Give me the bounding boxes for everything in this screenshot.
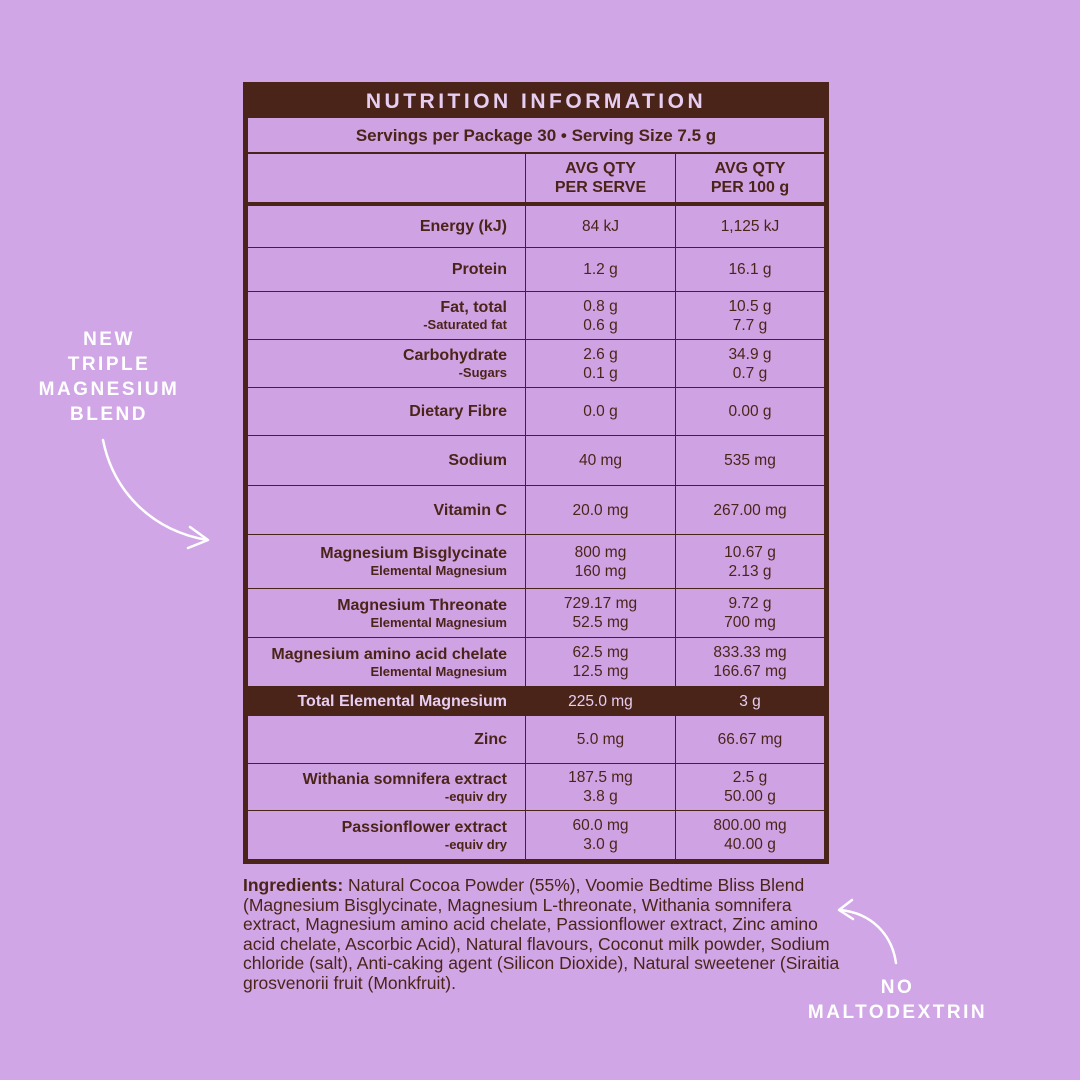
header-per-100g-line-1: AVG QTY [714, 160, 786, 177]
callout-right-line-1: NO [880, 977, 915, 998]
nutrient-subname: Elemental Magnesium [370, 563, 507, 578]
table-row [248, 248, 824, 292]
nutrient-name: Passionflower extract [341, 818, 507, 836]
table-row [248, 716, 824, 764]
nutrient-name-cell [248, 687, 526, 716]
table-row [248, 486, 824, 535]
per-100g-value: 10.67 g [724, 543, 776, 561]
per-100g-value: 267.00 mg [713, 501, 787, 519]
per-100g-value: 16.1 g [728, 261, 772, 278]
callout-left-line-4: BLEND [70, 404, 148, 425]
callout-left-line-2: TRIPLE [67, 354, 151, 375]
table-row [248, 811, 824, 860]
nutrient-subname: Elemental Magnesium [370, 614, 507, 630]
ingredients-list: Natural Cocoa Powder (55%), Voomie Bedtime Bliss Blend (Magnesium Bisglycinate, Magnesium L-threonate, Withania somnifera extract, Magnesium amino acid chelate, Passionflower extract, Zinc amino acid chelate, Ascorbic Acid), Natural flavours, Coconut milk powder, Sodium chloride (salt), Anti-caking agent (Silicon Dioxide), Natural sweetener (Siraitia grosvenorii fruit (Monkfruit). [243, 875, 840, 993]
nutrient-subname: -equiv dry [444, 788, 507, 804]
nutrient-name: Energy (kJ) [419, 218, 507, 235]
per-serve-value: 12.5 mg [572, 663, 629, 680]
nutrient-name-cell [248, 764, 526, 810]
per-serve-value: 3.0 g [583, 836, 618, 853]
per-serve-value: 52.5 mg [572, 614, 629, 631]
nutrient-name: Carbohydrate [402, 347, 507, 364]
per-100g-value: 833.33 mg [713, 644, 787, 661]
nutrient-name-cell [248, 292, 526, 339]
per-serve-cell [526, 436, 676, 485]
per-100g-cell [676, 589, 824, 637]
per-100g-value: 9.72 g [728, 595, 772, 612]
table-row [248, 292, 824, 340]
per-100g-cell [676, 340, 824, 387]
per-100g-cell [676, 687, 824, 716]
per-serve-value: 60.0 mg [572, 817, 629, 834]
per-100g-cell [676, 388, 824, 435]
servings-line: Servings per Package 30 • Serving Size 7.5 g [248, 118, 824, 154]
per-100g-value: 1,125 kJ [720, 218, 780, 235]
per-100g-value: 3 g [739, 693, 761, 710]
per-100g-value: 0.7 g [732, 364, 768, 382]
per-serve-cell [526, 486, 676, 534]
per-serve-cell [526, 764, 676, 810]
per-serve-cell [526, 687, 676, 716]
nutrient-name: Total Elemental Magnesium [297, 693, 507, 710]
column-header-row [248, 154, 824, 206]
per-100g-value: 700 mg [724, 614, 776, 631]
curved-arrow-icon-right [832, 895, 907, 970]
header-per-serve-line-2: PER SERVE [554, 179, 647, 196]
nutrient-name: Magnesium Bisglycinate [320, 545, 507, 562]
per-serve-cell [526, 589, 676, 637]
per-serve-value: 225.0 mg [568, 693, 633, 710]
panel-title: NUTRITION INFORMATION [365, 90, 707, 113]
table-row [248, 687, 824, 716]
per-serve-value: 1.2 g [583, 261, 618, 278]
ingredients-text [243, 876, 843, 994]
nutrient-name-cell [248, 436, 526, 485]
per-serve-value: 0.1 g [583, 364, 618, 382]
per-serve-value: 40 mg [578, 452, 623, 469]
header-per-serve [526, 154, 676, 202]
header-per-100g-line-2: PER 100 g [710, 179, 790, 196]
nutrient-name: Magnesium Threonate [337, 596, 507, 614]
per-100g-cell [676, 436, 824, 485]
per-100g-value: 800.00 mg [713, 817, 787, 834]
per-100g-value: 2.13 g [728, 562, 772, 580]
per-serve-value: 800 mg [574, 543, 627, 561]
per-serve-value: 160 mg [574, 562, 627, 580]
per-serve-cell [526, 716, 676, 763]
callout-left-line-1: NEW [83, 329, 135, 350]
nutrient-name: Protein [451, 261, 507, 278]
per-100g-value: 10.5 g [728, 297, 772, 315]
nutrient-name-cell [248, 811, 526, 859]
nutrient-name: Withania somnifera extract [302, 770, 507, 788]
table-row [248, 638, 824, 687]
nutrient-name: Zinc [474, 731, 507, 748]
header-blank-cell [248, 154, 526, 202]
per-serve-value: 187.5 mg [568, 769, 633, 786]
per-100g-cell [676, 486, 824, 534]
table-row [248, 436, 824, 486]
per-100g-value: 166.67 mg [713, 663, 787, 680]
curved-arrow-icon [95, 430, 220, 555]
ingredients-label: Ingredients: [243, 875, 344, 895]
per-serve-value: 0.8 g [583, 297, 618, 315]
nutrient-subname: Elemental Magnesium [370, 663, 507, 679]
nutrient-name-cell [248, 248, 526, 291]
nutrient-name-cell [248, 638, 526, 686]
nutrient-name-cell [248, 340, 526, 387]
per-serve-cell [526, 340, 676, 387]
per-serve-value: 0.6 g [583, 316, 618, 334]
per-serve-value: 20.0 mg [572, 501, 629, 519]
per-100g-value: 0.00 g [728, 403, 772, 420]
table-row [248, 764, 824, 811]
per-serve-value: 729.17 mg [563, 595, 638, 612]
per-serve-cell [526, 292, 676, 339]
nutrient-name-cell [248, 206, 526, 247]
per-serve-value: 3.8 g [583, 788, 618, 805]
nutrient-subname: -Sugars [458, 365, 507, 380]
callout-right-line-2: MALTODEXTRIN [807, 1002, 988, 1023]
nutrient-name-cell [248, 535, 526, 588]
header-per-serve-line-1: AVG QTY [565, 160, 636, 177]
per-serve-cell [526, 248, 676, 291]
per-serve-cell [526, 535, 676, 588]
per-100g-value: 50.00 g [724, 788, 776, 805]
nutrition-panel [243, 82, 829, 864]
table-row [248, 206, 824, 248]
nutrient-name: Fat, total [440, 299, 507, 316]
per-100g-value: 2.5 g [732, 769, 768, 786]
callout-no-maltodextrin [780, 975, 1015, 1025]
per-100g-cell [676, 206, 824, 247]
table-row [248, 535, 824, 589]
per-serve-value: 62.5 mg [572, 644, 629, 661]
per-serve-cell [526, 638, 676, 686]
per-100g-cell [676, 811, 824, 859]
nutrient-name: Sodium [448, 452, 507, 469]
table-row [248, 589, 824, 638]
per-100g-cell [676, 638, 824, 686]
nutrient-name: Magnesium amino acid chelate [271, 645, 507, 663]
per-serve-cell [526, 206, 676, 247]
nutrient-name: Vitamin C [433, 501, 507, 519]
per-100g-cell [676, 764, 824, 810]
per-serve-cell [526, 811, 676, 859]
per-100g-value: 40.00 g [724, 836, 776, 853]
nutrient-name-cell [248, 589, 526, 637]
table-row [248, 388, 824, 436]
table-row [248, 340, 824, 388]
callout-new-triple-magnesium [20, 327, 198, 427]
per-serve-value: 0.0 g [583, 403, 618, 420]
callout-left-line-3: MAGNESIUM [38, 379, 180, 400]
per-100g-cell [676, 716, 824, 763]
nutrient-name-cell [248, 716, 526, 763]
per-100g-value: 66.67 mg [717, 731, 783, 748]
nutrient-subname: -Saturated fat [423, 317, 507, 332]
per-100g-value: 535 mg [724, 452, 776, 469]
per-serve-value: 84 kJ [581, 218, 620, 235]
nutrition-table [248, 118, 824, 860]
per-100g-value: 34.9 g [728, 345, 772, 363]
nutrient-name: Dietary Fibre [409, 403, 507, 420]
nutrient-name-cell [248, 486, 526, 534]
per-100g-cell [676, 292, 824, 339]
per-100g-cell [676, 248, 824, 291]
header-per-100g [676, 154, 824, 202]
per-100g-value: 7.7 g [732, 316, 768, 334]
per-serve-value: 2.6 g [583, 345, 618, 363]
per-serve-value: 5.0 mg [576, 731, 625, 748]
nutrient-name-cell [248, 388, 526, 435]
nutrient-subname: -equiv dry [444, 836, 507, 852]
per-100g-cell [676, 535, 824, 588]
per-serve-cell [526, 388, 676, 435]
